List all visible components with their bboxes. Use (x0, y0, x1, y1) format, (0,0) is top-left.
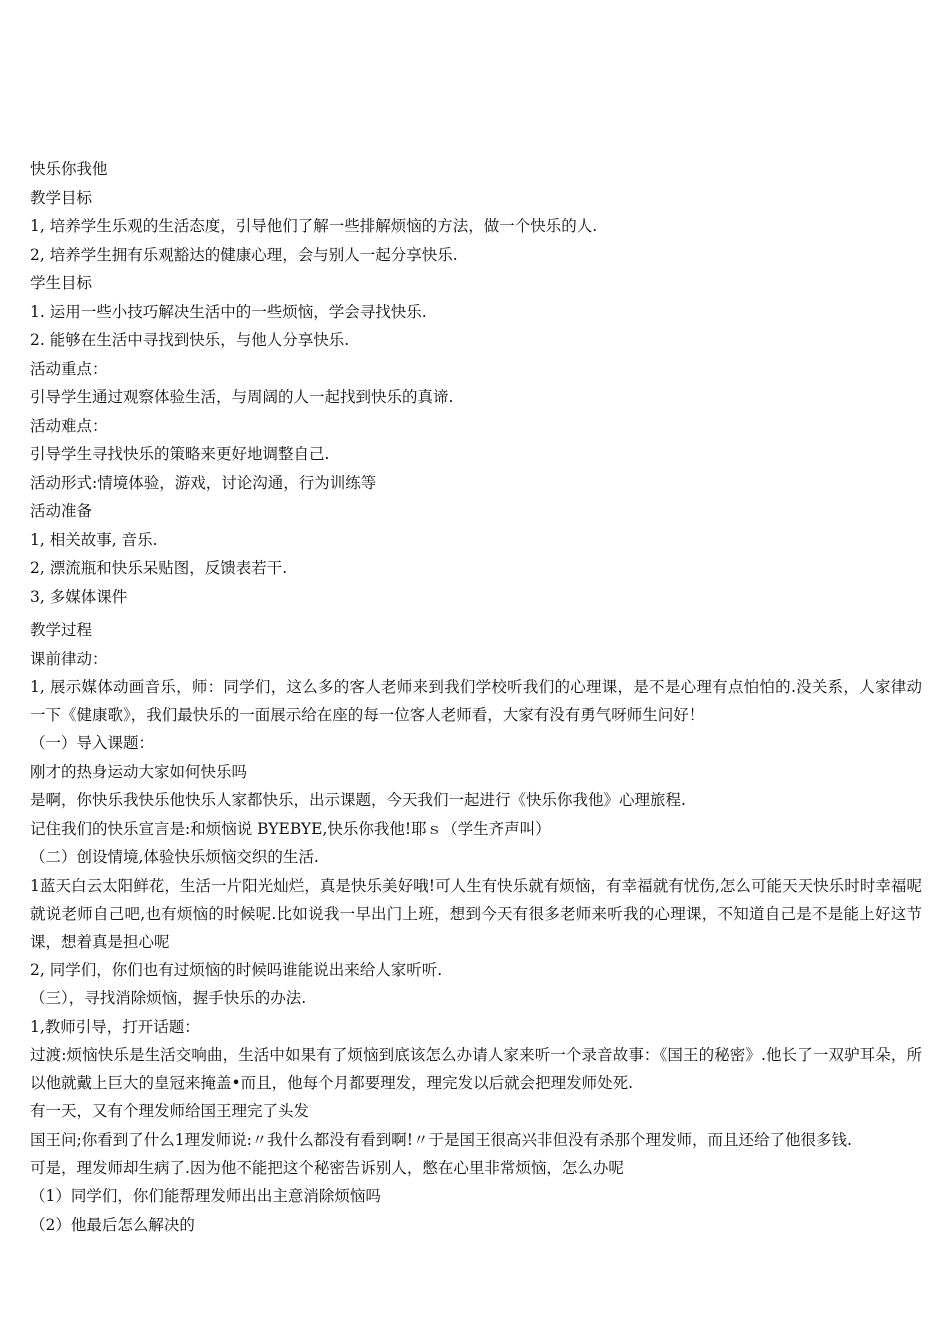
student-goal-item: 1. 运用一些小技巧解决生活中的一些烦恼，学会寻找快乐. (30, 302, 427, 321)
document-title: 快乐你我他 (30, 160, 108, 178)
question-item: （1）同学们，你们能帮理发师出出主意消除烦恼吗 (30, 1187, 381, 1205)
section3-paragraph: 过渡:烦恼快乐是生活交响曲，生活中如果有了烦恼到底该怎么办请人家来听一个录音故事：《国王的秘密》.他长了一双驴耳朵，所以他就戴上巨大的皇冠来掩盖•而且，他每个月都要理发，理完发以后就会把理发师处死. (30, 1046, 922, 1092)
teaching-goal-item: 2, 培养学生拥有乐观豁达的健康心理，会与别人一起分享快乐. (30, 245, 458, 264)
process-heading: 教学过程 (30, 621, 93, 639)
section3-line: 可是，理发师却生病了.因为他不能把这个秘密告诉别人，憋在心里非常烦恼，怎么办呢 (30, 1158, 624, 1177)
question-item: （2）他最后怎么解决的 (30, 1215, 195, 1234)
preparation-heading: 活动准备 (30, 502, 93, 520)
difficulty-text: 引导学生寻找快乐的策略来更好地调整自己. (30, 445, 330, 463)
key-point-text: 引导学生通过观察体验生活，与周阔的人一起找到快乐的真谛. (30, 388, 454, 406)
section1-heading: （一）导入课题： (30, 734, 155, 752)
teaching-goal-item: 1, 培养学生乐观的生活态度，引导他们了解一些排解烦恼的方法，做一个快乐的人. (30, 217, 598, 235)
section1-line: 是啊，你快乐我快乐他快乐人家都快乐，出示课题，今天我们一起进行《快乐你我他》心理旅程. (30, 791, 686, 809)
preparation-item: 1, 相关故事, 音乐. (30, 530, 158, 549)
section3-heading: （三），寻找消除烦恼，握手快乐的办法. (30, 989, 307, 1007)
preparation-item: 2, 漂流瓶和快乐呆贴图，反馈表若干. (30, 559, 288, 577)
section1-line: 刚才的热身运动大家如何快乐吗 (30, 762, 248, 781)
warmup-text: 1, 展示媒体动画音乐，师：同学们，这么多的客人老师来到我们学校听我们的心理课，是不是心理有点怕怕的.没关系，人家律动一下《健康歌》，我们最快乐的一面展示给在座的每一位客人老师看，大家有没有勇气呀师生问好！ (30, 678, 922, 724)
teaching-goals-heading: 教学目标 (30, 188, 93, 207)
key-point-heading: 活动重点： (30, 359, 108, 378)
preparation-item: 3, 多媒体课件 (30, 587, 128, 606)
section1-line: 记住我们的快乐宣言是:和烦恼说 BYEBYE,快乐你我他!耶ｓ（学生齐声叫） (30, 819, 551, 838)
warmup-heading: 课前律动： (30, 649, 108, 668)
activity-form: 活动形式:情境体验，游戏，讨论沟通，行为训练等 (30, 473, 377, 492)
section3-subheading: 1,教师引导，打开话题： (30, 1017, 200, 1036)
section2-paragraph: 1蓝天白云太阳鲜花，生活一片阳光灿烂，真是快乐美好哦!可人生有快乐就有烦恼，有幸福就有忧伤,怎么可能天天快乐时时幸福呢就说老师自己吧,也有烦恼的时候呢.比如说我一早出门上班，想到今天有很多老师来听我的心理课，不知道自己是不是能上好这节课，想着真是担心呢 (30, 876, 922, 951)
document-page (30, 155, 922, 1239)
section2-heading: （二）创设情境,体验快乐烦恼交织的生活. (30, 848, 319, 866)
student-goal-item: 2. 能够在生活中寻找到快乐，与他人分享快乐. (30, 331, 350, 349)
difficulty-heading: 活动难点： (30, 416, 108, 435)
section2-line: 2, 同学们，你们也有过烦恼的时候吗谁能说出来给人家听听. (30, 960, 443, 979)
section3-paragraph: 国王问;你看到了什么1理发师说:〃我什么都没有看到啊!〃于是国王很高兴非但没有杀那个理发师，而且还给了他很多钱. (30, 1130, 852, 1149)
section3-line: 有一天，又有个理发师给国王理完了头发 (30, 1102, 310, 1120)
student-goals-heading: 学生目标 (30, 274, 93, 292)
